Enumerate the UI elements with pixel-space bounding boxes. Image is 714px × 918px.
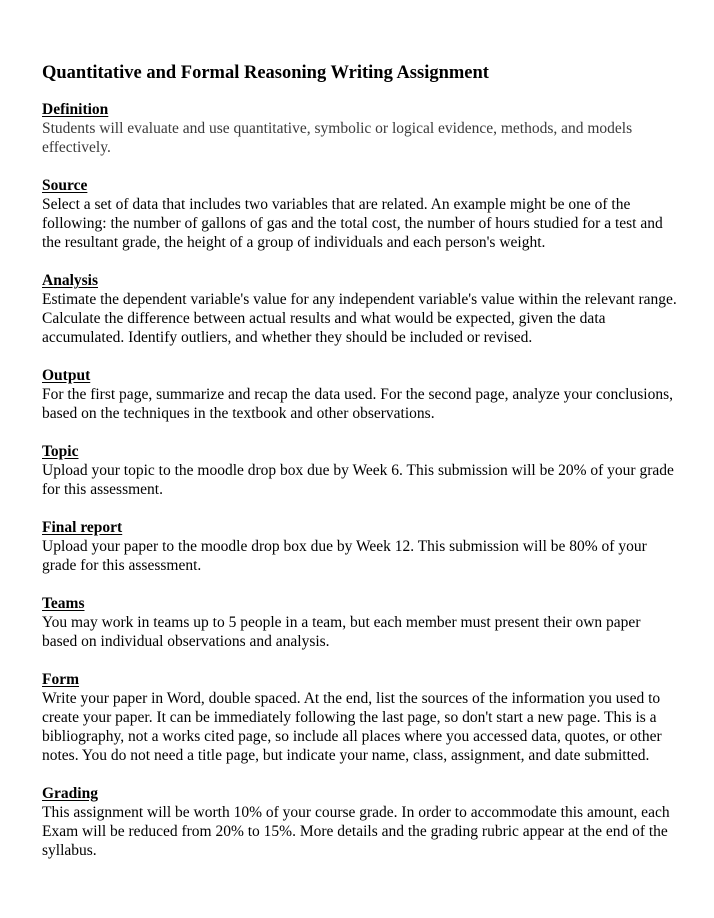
section-body: Upload your paper to the moodle drop box due by Week 12. This submission will be 80% of your grade for this assessment. <box>42 538 647 574</box>
section-heading: Grading <box>42 785 98 802</box>
document-title: Quantitative and Formal Reasoning Writing Assignment <box>42 63 489 83</box>
section-body: Students will evaluate and use quantitative, symbolic or logical evidence, methods, and models effectively. <box>42 120 633 156</box>
section-form <box>42 670 678 765</box>
section-heading: Output <box>42 367 91 384</box>
section-heading: Definition <box>42 101 109 118</box>
section-heading: Source <box>42 177 88 194</box>
section-final-report <box>42 518 678 575</box>
section-source <box>42 176 678 252</box>
section-definition <box>42 100 678 157</box>
section-teams <box>42 594 678 651</box>
section-body: For the first page, summarize and recap the data used. For the second page, analyze your conclusions, based on the techniques in the textbook and other observations. <box>42 386 673 422</box>
section-heading: Analysis <box>42 272 98 289</box>
section-heading: Final report <box>42 519 123 536</box>
section-analysis <box>42 271 678 347</box>
document-page <box>42 60 678 879</box>
section-body: Write your paper in Word, double spaced. At the end, list the sources of the information you used to create your paper. It can be immediately following the last page, so don't start a new page. This is a bibliography, not a works cited page, so include all places where you accessed data, quotes, or other notes. You do not need a title page, but indicate your name, class, assignment, and date submitted. <box>42 690 662 764</box>
section-grading <box>42 784 678 860</box>
section-body: Upload your topic to the moodle drop box due by Week 6. This submission will be 20% of your grade for this assessment. <box>42 462 674 498</box>
section-topic <box>42 442 678 499</box>
section-body: Select a set of data that includes two variables that are related. An example might be one of the following: the number of gallons of gas and the total cost, the number of hours studied for a test and the resultant grade, the height of a group of individuals and each person's weight. <box>42 196 663 251</box>
section-heading: Teams <box>42 595 85 612</box>
section-body: This assignment will be worth 10% of your course grade. In order to accommodate this amount, each Exam will be reduced from 20% to 15%. More details and the grading rubric appear at the end of the syllabus. <box>42 804 670 859</box>
section-output <box>42 366 678 423</box>
section-body: You may work in teams up to 5 people in a team, but each member must present their own paper based on individual observations and analysis. <box>42 614 641 650</box>
section-heading: Topic <box>42 443 79 460</box>
section-heading: Form <box>42 671 80 688</box>
section-body: Estimate the dependent variable's value for any independent variable's value within the relevant range. Calculate the difference between actual results and what would be expected, given the data accumulated. Identify outliers, and whether they should be included or revised. <box>42 291 677 346</box>
